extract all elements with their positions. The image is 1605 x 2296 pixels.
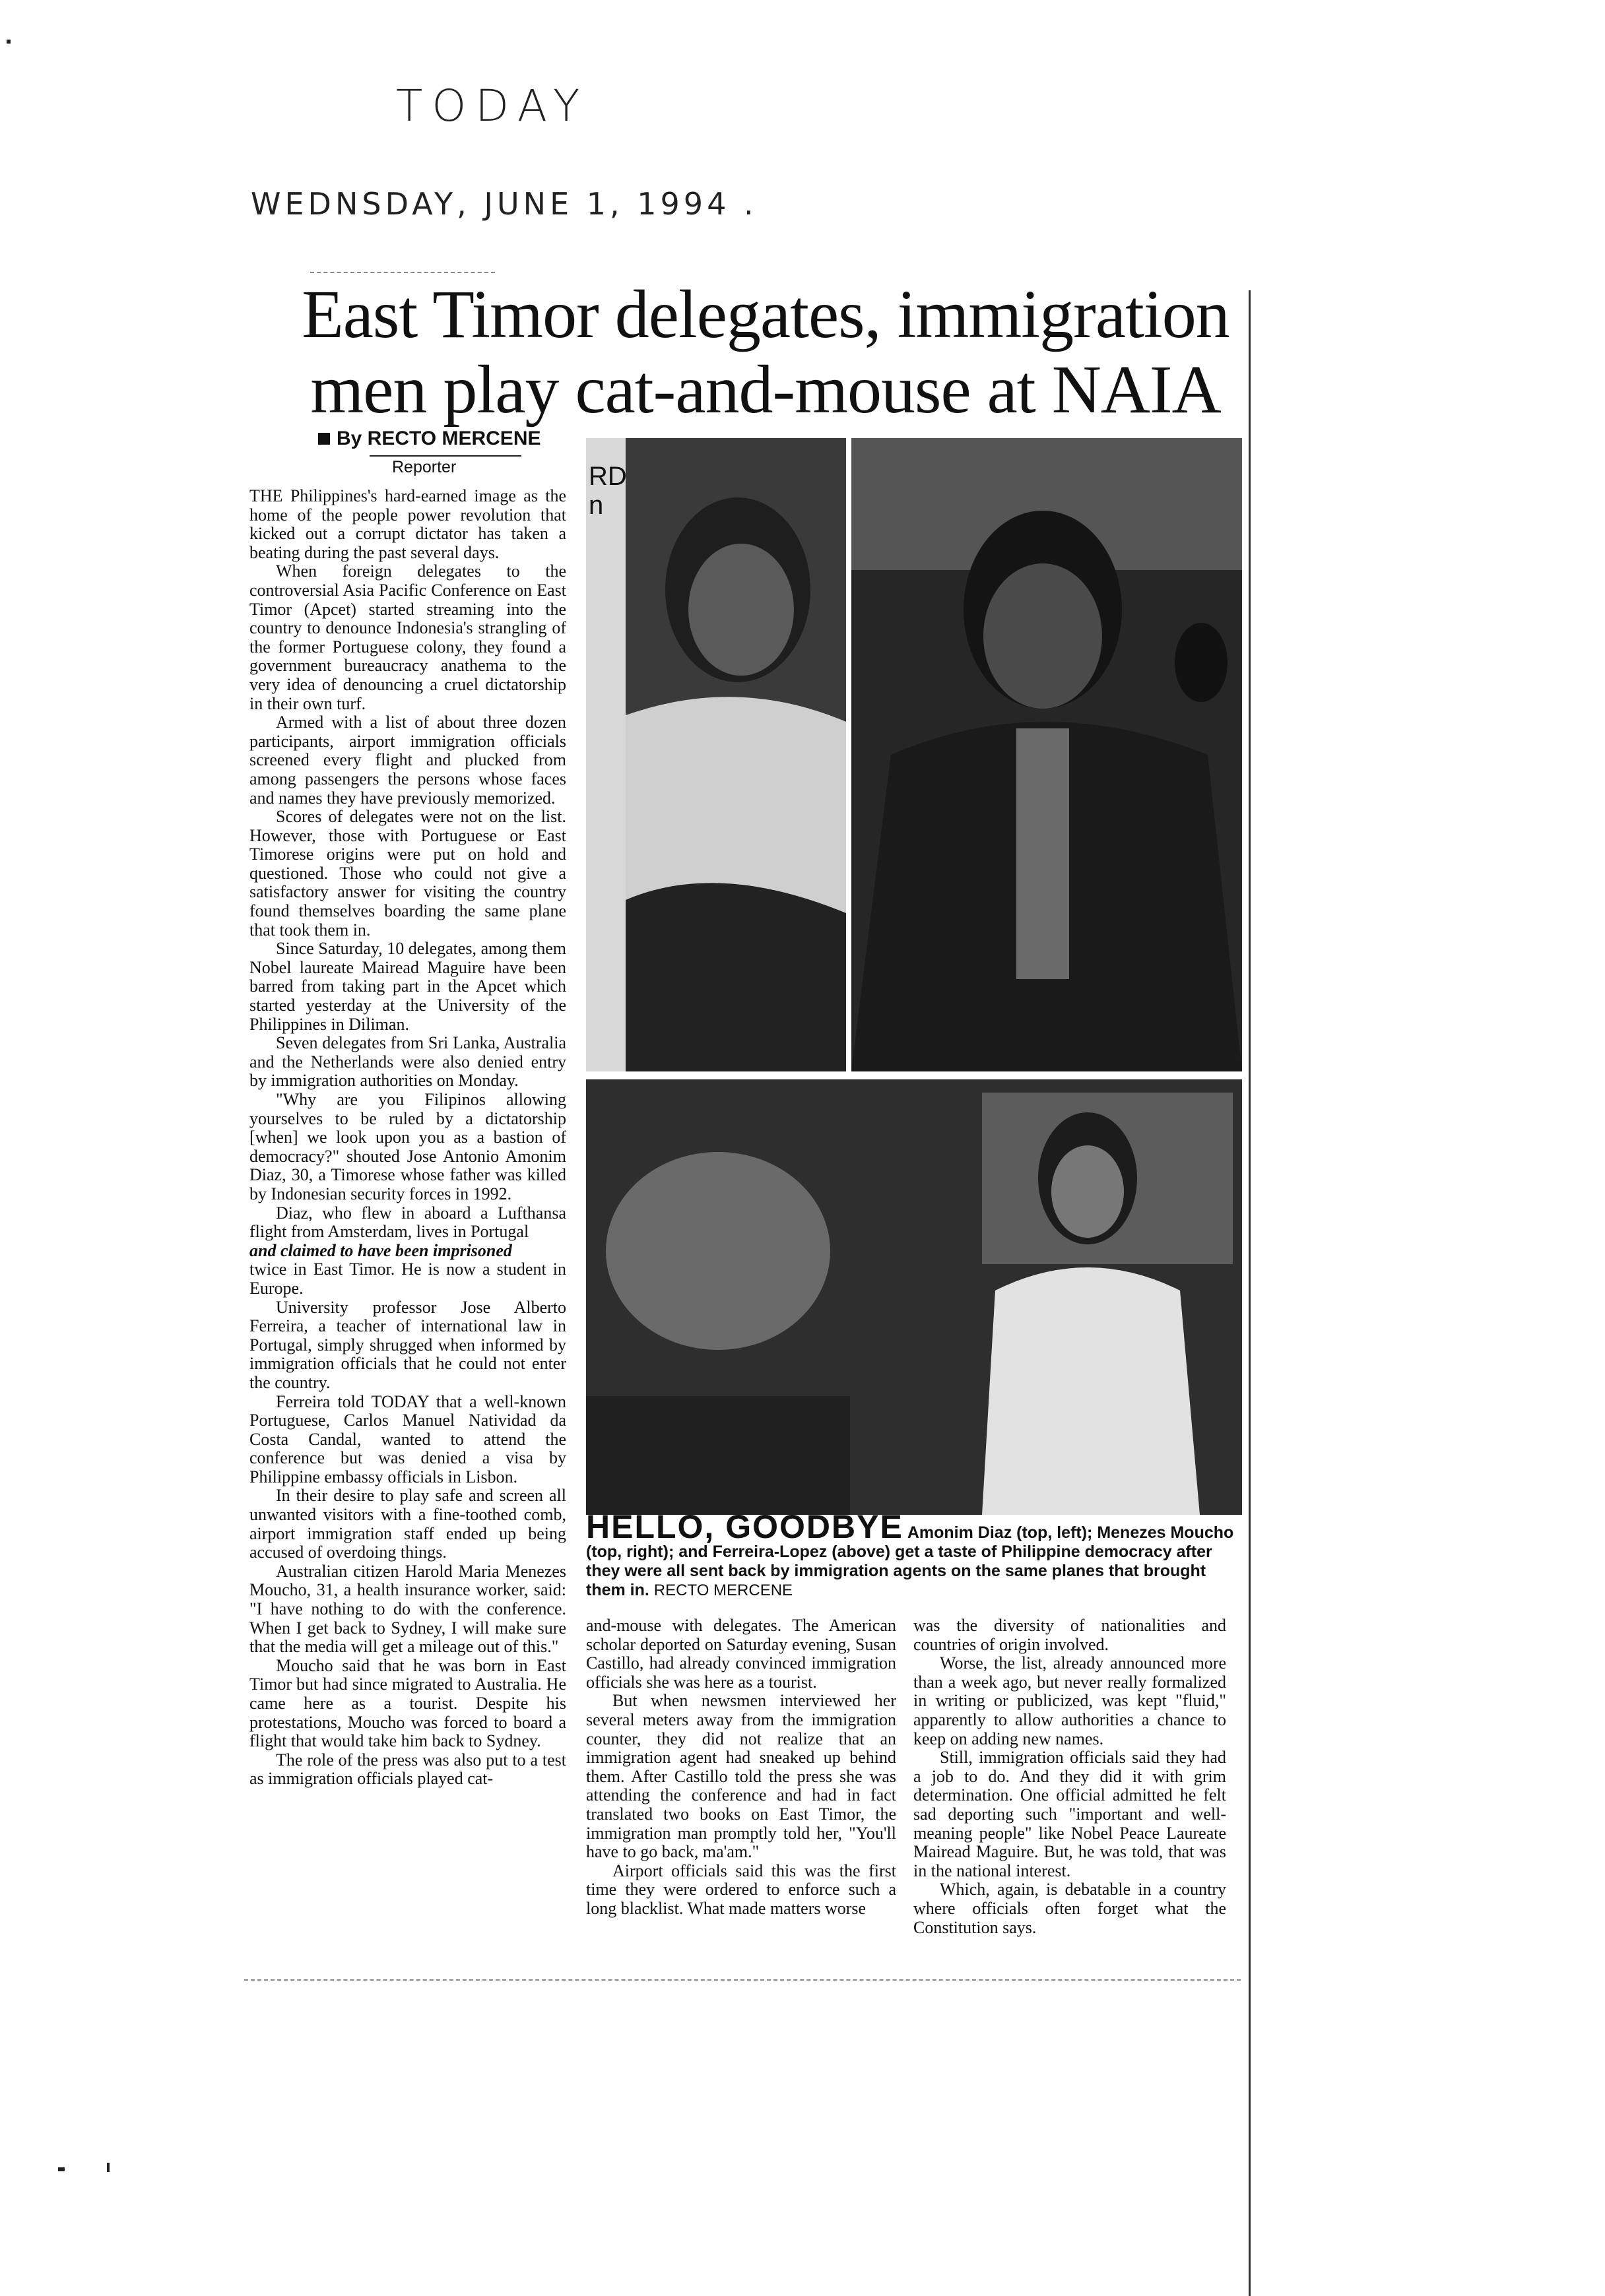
- paragraph: and-mouse with delegates. The American scholar deported on Saturday evening, Susan Castillo, had already convinced immigration officials she was here as a tourist.: [586, 1616, 896, 1692]
- caption-title: HELLO, GOODBYE: [586, 1508, 903, 1545]
- paragraph: Diaz, who flew in aboard a Lufthansa flight from Amsterdam, lives in Portugal: [249, 1203, 566, 1242]
- paragraph: Moucho said that he was born in East Timor but had since migrated to Australia. He came here as a tourist. Despite his protestations, Moucho was forced to board a flight that would take him back to Sydney.: [249, 1655, 566, 1751]
- paragraph: Airport officials said this was the first time they were ordered to enforce such a long blacklist. What made matters worse: [586, 1861, 896, 1918]
- photo-caption: [586, 1508, 1246, 1600]
- byline-square-icon: [318, 433, 330, 445]
- paragraph: Scores of delegates were not on the list. However, those with Portuguese or East Timorese origins were put on hold and questioned. Those who could not give a satisfactory answer for visiting the country found themselves boarding the same plane that took them in.: [249, 807, 566, 940]
- sign-fragment: RD n: [589, 462, 627, 520]
- paragraph: "Why are you Filipinos allowing yourselves to be ruled by a dictatorship [when] we look upon you as a bastion of democracy?" shouted Jose Antonio Amonim Diaz, 30, a Timorese whose father was killed by Indonesian security forces in 1992.: [249, 1090, 566, 1203]
- paragraph: twice in East Timor. He is now a student in Europe.: [249, 1260, 566, 1298]
- caption-text: Amonim Diaz (top, left); Menezes Moucho (top, right); and Ferreira-Lopez (above) get a taste of Philippine democracy after they were all sent back by immigration agents on the same planes that brought them in.: [586, 1523, 1234, 1599]
- caption-credit: RECTO MERCENE: [653, 1581, 793, 1599]
- paragraph: Which, again, is debatable in a country where officials often forget what the Constitution says.: [913, 1880, 1226, 1937]
- top-dashed-rule: [310, 272, 495, 273]
- paragraph: Since Saturday, 10 delegates, among them Nobel laureate Mairead Maguire have been barred from taking part in the Apcet which started yesterday at the University of the Philippines in Diliman.: [249, 939, 566, 1034]
- paragraph: But when newsmen interviewed her several meters away from the immigration counter, they did not realize that an immigration agent had sneaked up behind them. After Castillo told the press she was attending the conference and had in fact translated two books on East Timor, the immigration man promptly told her, "You'll have to go back, ma'am.": [586, 1691, 896, 1862]
- byline: [318, 428, 541, 450]
- handwritten-paper-name: TODAY: [396, 80, 589, 131]
- article-column-1: [249, 487, 566, 1789]
- bottom-dashed-rule: [244, 1979, 1241, 1981]
- article-column-3: [913, 1616, 1226, 1937]
- byline-rule: [370, 455, 521, 457]
- paragraph: Seven delegates from Sri Lanka, Australia and the Netherlands were also denied entry by immigration authorities on Monday.: [249, 1033, 566, 1091]
- handwritten-date: WEDNSDAY, JUNE 1, 1994 .: [251, 186, 758, 222]
- byline-text: By RECTO MERCENE: [337, 428, 541, 449]
- paragraph: was the diversity of nationalities and countries of origin involved.: [913, 1616, 1226, 1654]
- headline-line-2: men play cat-and-mouse at NAIA: [310, 352, 1221, 428]
- paragraph: University professor Jose Alberto Ferreira, a teacher of international law in Portugal, simply shrugged when informed by immigration officials that he could not enter the country.: [249, 1297, 566, 1392]
- stray-mark: [7, 40, 11, 44]
- paragraph: Ferreira told TODAY that a well-known Portuguese, Carlos Manuel Natividad da Costa Candal, wanted to attend the conference but was denied a visa by Philippine embassy officials in Lisbon.: [249, 1391, 566, 1486]
- paragraph: Armed with a list of about three dozen participants, airport immigration officials screened every flight and plucked from among passengers the persons whose faces and names they have previously memorized.: [249, 713, 566, 808]
- photo-amonim-diaz: [586, 438, 846, 1071]
- paragraph: THE Philippines's hard-earned image as the home of the people power revolution that kicked out a corrupt dictator has taken a beating during the past several days.: [249, 486, 566, 562]
- stray-mark: [58, 2167, 65, 2171]
- photo-menezes-moucho-image: [851, 438, 1242, 1071]
- headline-line-1: East Timor delegates, immigration: [302, 276, 1229, 352]
- photo-ferreira-lopez: [586, 1079, 1242, 1515]
- paragraph: Australian citizen Harold Maria Menezes Moucho, 31, a health insurance worker, said: "I have nothing to do with the conference. When I get back to Sydney, I will make sure that the media will get a mileage out of this.": [249, 1561, 566, 1657]
- paragraph: Still, immigration officials said they had a job to do. And they did it with grim determination. One official admitted he felt sad deporting such "important and well-meaning people" like Nobel Peace Laureate Mairead Maguire. But, he was told, that was in the national interest.: [913, 1748, 1226, 1880]
- paragraph: In their desire to play safe and screen all unwanted visitors with a fine-toothed comb, airport immigration staff ended up being accused of overdoing things.: [249, 1486, 566, 1562]
- photo-ferreira-lopez-image: [586, 1079, 1242, 1515]
- paragraph: Worse, the list, already announced more than a week ago, but never really formalized in writing or publicized, was kept "fluid," apparently to allow authorities a chance to keep on adding new names.: [913, 1653, 1226, 1748]
- byline-role: Reporter: [392, 458, 457, 476]
- article-column-2: [586, 1616, 896, 1919]
- stray-mark: [107, 2163, 110, 2172]
- right-border-rule: [1249, 290, 1251, 2296]
- headline: [264, 277, 1267, 428]
- paragraph-italic: and claimed to have been imprisoned: [249, 1240, 512, 1260]
- photo-amonim-diaz-image: [586, 438, 846, 1071]
- paragraph: The role of the press was also put to a test as immigration officials played cat-: [249, 1750, 566, 1789]
- paragraph: When foreign delegates to the controversial Asia Pacific Conference on East Timor (Apcet) started streaming into the country to denounce Indonesia's strangling of the former Portuguese colony, they found a government bureaucracy anathema to the very idea of denouncing a cruel dictatorship in their own turf.: [249, 561, 566, 713]
- photo-menezes-moucho: [851, 438, 1242, 1071]
